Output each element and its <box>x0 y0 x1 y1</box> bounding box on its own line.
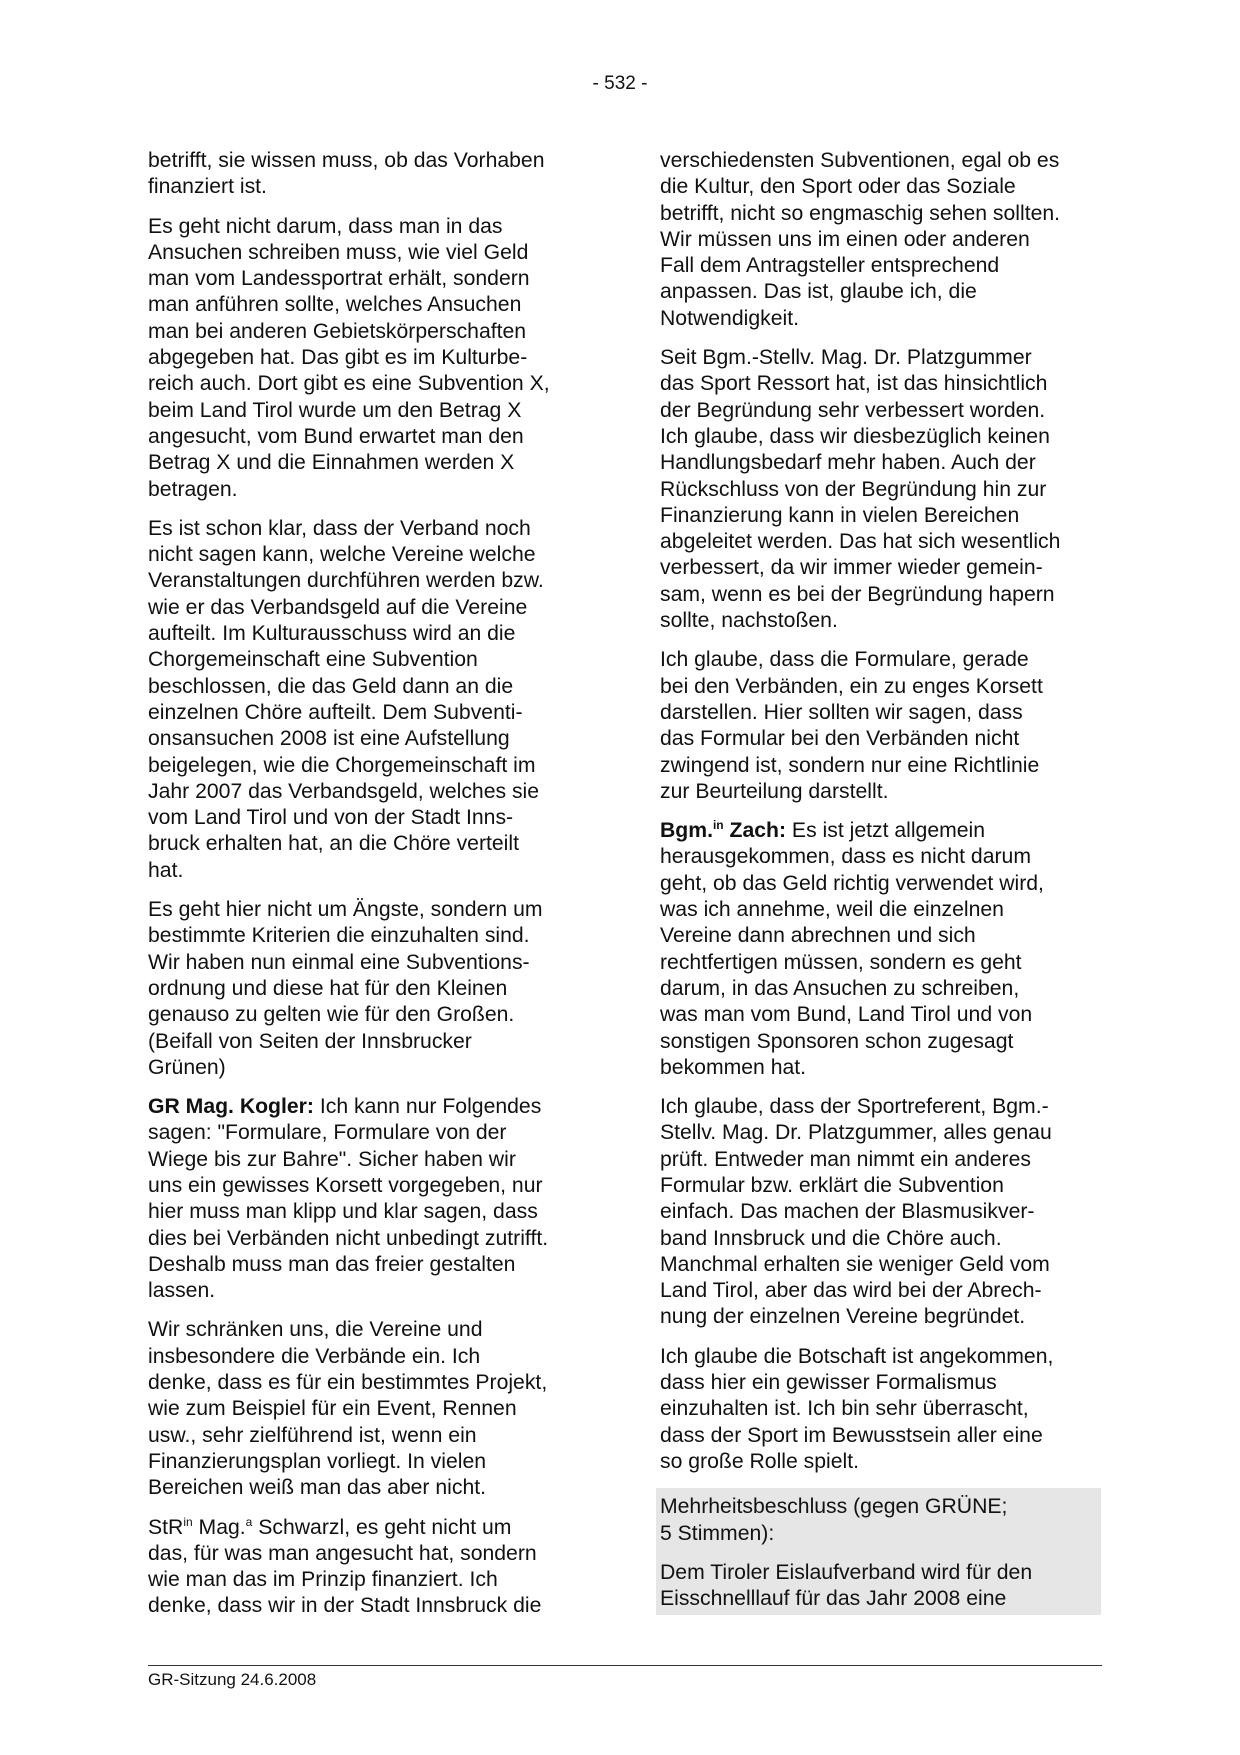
paragraph: Ich glaube die Botschaft ist angekommen, dass hier ein gewisser Formalismus einzuhalten ist. Ich bin sehr überrascht, dass der Sport im Bewusstsein aller eine so große Rolle spielt. <box>660 1344 1054 1473</box>
paragraph: Wir schränken uns, die Vereine und insbesondere die Verbände ein. Ich denke, dass es für ein bestimmtes Projekt, wie zum Beispiel für ein Event, Rennen usw., sehr zielführend ist, wenn ein Finanzierungsplan vorliegt. In vielen Bereichen weiß man das aber nicht. <box>148 1318 548 1500</box>
speaker-name: Bgm.$^{in}$ Zach: <box>660 818 787 843</box>
paragraph: Seit Bgm.-Stellv. Mag. Dr. Platzgummer das Sport Ressort hat, ist das hinsichtlich der Begründung sehr verbessert worden. Ich glaube, dass wir diesbezüglich keinen Handlungsbedarf mehr haben. Auch der Rückschluss von der Begründung hin zur Finanzierung kann in vielen Bereichen abgeleitet werden. Das hat sich wesentlich verbessert, da wir immer wieder gemein- sam, wenn es bei der Begründung hapern sollte, nachstoßen. <box>660 346 1061 633</box>
speaker-name: GR Mag. Kogler: <box>148 1095 314 1119</box>
right-column <box>660 148 1105 1615</box>
footer-divider <box>148 1665 1102 1666</box>
resolution-text: Dem Tiroler Eislaufverband wird für den Eisschnelllauf für das Jahr 2008 eine <box>660 1560 1033 1611</box>
resolution-box <box>656 1488 1101 1615</box>
resolution-heading: Mehrheitsbeschluss (gegen GRÜNE; 5 Stimmen): <box>660 1495 1008 1545</box>
paragraph: betrifft, sie wissen muss, ob das Vorhaben finanziert ist. <box>148 149 545 199</box>
paragraph: Es ist schon klar, dass der Verband noch nicht sagen kann, welche Vereine welche Veranstaltungen durchführen werden bzw. wie er das Verbandsgeld auf die Vereine aufteilt. Im Kulturausschuss wird an die Chorgemeinschaft eine Subvention beschlossen, die das Geld dann an die einzelnen Chöre aufteilt. Dem Subventi- onsansuchen 2008 ist eine Aufstellung beigelegen, wie die Chorgemeinschaft im Jahr 2007 das Verbandsgeld, welches sie vom Land Tirol und von der Stadt Inns- bruck erhalten hat, an die Chöre verteilt hat. <box>148 516 544 882</box>
paragraph: StR$^{in}$ Mag.$^a$ Schwarzl, es geht nicht um das, für was man angesucht hat, sondern wie man das im Prinzip finanziert. Ich denke, dass wir in der Stadt Innsbruck die <box>148 1514 542 1618</box>
paragraph-kogler: GR Mag. Kogler: Ich kann nur Folgendes sagen: "Formulare, Formulare von der Wiege bis zur Bahre". Sicher haben wir uns ein gewisses Korsett vorgegeben, nur hier muss man klipp und klar sagen, dass dies bei Verbänden nicht unbedingt zutrifft. Deshalb muss man das freier gestalten lassen. <box>148 1095 549 1303</box>
paragraph: Es geht hier nicht um Ängste, sondern um bestimmte Kriterien die einzuhalten sind. Wir haben nun einmal eine Subventions- ordnung und diese hat für den Kleinen genauso zu gelten wie für den Großen. (Beifall von Seiten der Innsbrucker Grünen) <box>148 898 543 1079</box>
paragraph: Es geht nicht darum, dass man in das Ansuchen schreiben muss, wie viel Geld man vom Landessportrat erhält, sondern man anführen sollte, welches Ansuchen man bei anderen Gebietskörperschaften abgegeben hat. Das gibt es im Kulturbe- reich auch. Dort gibt es eine Subvention X, beim Land Tirol wurde um den Betrag X angesucht, vom Bund erwartet man den Betrag X und die Einnahmen werden X betragen. <box>148 214 550 501</box>
left-column <box>148 148 593 1633</box>
footer: GR-Sitzung 24.6.2008 <box>148 1670 317 1689</box>
paragraph: Ich glaube, dass der Sportreferent, Bgm.- Stellv. Mag. Dr. Platzgummer, alles genau prüft. Entweder man nimmt ein anderes Formular bzw. erklärt die Subvention einfach. Das machen der Blasmusikver- band Innsbruck und die Chöre auch. Manchmal erhalten sie weniger Geld vom Land Tirol, aber das wird bei der Abrech- nung der einzelnen Vereine begründet. <box>660 1095 1052 1329</box>
paragraph: verschiedensten Subventionen, egal ob es die Kultur, den Sport oder das Soziale betrifft, nicht so engmaschig sehen sollten. Wir müssen uns im einen oder anderen Fall dem Antragsteller entsprechend anpassen. Das ist, glaube ich, die Notwendigkeit. <box>660 149 1061 330</box>
paragraph: Ich glaube, dass die Formulare, gerade bei den Verbänden, ein zu enges Korsett darstellen. Hier sollten wir sagen, dass das Formular bei den Verbänden nicht zwingend ist, sondern nur eine Richtlinie zur Beurteilung darstellt. <box>660 648 1043 803</box>
page-number: - 532 - <box>592 73 648 94</box>
paragraph-zach: Bgm.$^{in}$ Zach: Es ist jetzt allgemein herausgekommen, dass es nicht darum geht, ob das Geld richtig verwendet wird, was ich annehme, weil die einzelnen Vereine dann abrechnen und sich rechtfertigen müssen, sondern es geht darum, in das Ansuchen zu schreiben, was man vom Bund, Land Tirol und von sonstigen Sponsoren schon zugesagt bekommen hat. <box>660 818 1044 1079</box>
